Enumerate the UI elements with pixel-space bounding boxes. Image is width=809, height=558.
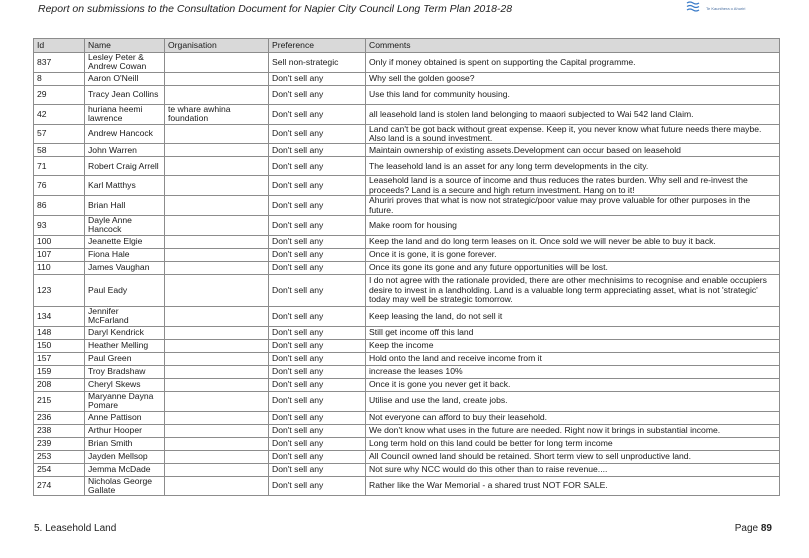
cell-organisation: [165, 365, 269, 378]
cell-comment: Maintain ownership of existing assets.Development can occur based on leasehold: [366, 144, 780, 157]
cell-name: Jemma McDade: [85, 463, 165, 476]
cell-name: Dayle Anne Hancock: [85, 216, 165, 236]
cell-id: 57: [34, 124, 85, 144]
cell-comment: Rather like the War Memorial - a shared trust NOT FOR SALE.: [366, 476, 780, 496]
cell-organisation: [165, 476, 269, 496]
cell-preference: Sell non-strategic: [269, 53, 366, 73]
cell-id: 58: [34, 144, 85, 157]
table-row: [34, 72, 780, 85]
cell-comment: Once its gone its gone and any future opportunities will be lost.: [366, 261, 780, 274]
cell-id: 93: [34, 216, 85, 236]
cell-organisation: [165, 53, 269, 73]
cell-name: Paul Eady: [85, 274, 165, 306]
cell-id: 148: [34, 326, 85, 339]
table-row: [34, 326, 780, 339]
cell-name: huriana heemi lawrence: [85, 104, 165, 124]
cell-preference: Don't sell any: [269, 196, 366, 216]
cell-name: Brian Smith: [85, 437, 165, 450]
cell-organisation: [165, 306, 269, 326]
cell-name: Nicholas George Gallate: [85, 476, 165, 496]
cell-id: 110: [34, 261, 85, 274]
cell-preference: Don't sell any: [269, 463, 366, 476]
table-row: [34, 424, 780, 437]
cell-id: 123: [34, 274, 85, 306]
cell-organisation: [165, 450, 269, 463]
cell-name: Maryanne Dayna Pomare: [85, 391, 165, 411]
cell-comment: all leasehold land is stolen land belonging to maaori subjected to Wai 542 land Claim.: [366, 104, 780, 124]
cell-id: 71: [34, 157, 85, 176]
cell-name: Heather Melling: [85, 339, 165, 352]
cell-organisation: [165, 352, 269, 365]
table-body: [34, 53, 780, 496]
cell-comment: Only if money obtained is spent on supporting the Capital programme.: [366, 53, 780, 73]
cell-id: 159: [34, 365, 85, 378]
cell-organisation: [165, 274, 269, 306]
cell-organisation: [165, 391, 269, 411]
cell-name: John Warren: [85, 144, 165, 157]
table-row: [34, 85, 780, 104]
cell-preference: Don't sell any: [269, 391, 366, 411]
page-label: Page: [734, 523, 759, 534]
table-row: [34, 476, 780, 496]
table-row: [34, 378, 780, 391]
report-title: Report on submissions to the Consultation Document for Napier City Council Long Term Plan 2018-28: [38, 3, 513, 15]
cell-id: 107: [34, 248, 85, 261]
cell-name: Anne Pattison: [85, 411, 165, 424]
table-row: [34, 144, 780, 157]
cell-name: Cheryl Skews: [85, 378, 165, 391]
cell-organisation: [165, 85, 269, 104]
cell-name: Fiona Hale: [85, 248, 165, 261]
table-row: [34, 124, 780, 144]
cell-comment: Not everyone can afford to buy their leasehold.: [366, 411, 780, 424]
table-row: [34, 176, 780, 196]
table-row: [34, 53, 780, 73]
cell-organisation: [165, 176, 269, 196]
page-number: 89: [760, 523, 772, 534]
cell-name: Tracy Jean Collins: [85, 85, 165, 104]
table-row: [34, 274, 780, 306]
cell-name: Robert Craig Arrell: [85, 157, 165, 176]
cell-preference: Don't sell any: [269, 352, 366, 365]
waves-icon: [686, 0, 702, 12]
cell-name: Lesley Peter & Andrew Cowan: [85, 53, 165, 73]
cell-preference: Don't sell any: [269, 306, 366, 326]
cell-preference: Don't sell any: [269, 450, 366, 463]
cell-organisation: te whare awhina foundation: [165, 104, 269, 124]
cell-organisation: [165, 157, 269, 176]
cell-name: Brian Hall: [85, 196, 165, 216]
cell-id: 236: [34, 411, 85, 424]
cell-id: 238: [34, 424, 85, 437]
cell-id: 239: [34, 437, 85, 450]
cell-id: 150: [34, 339, 85, 352]
cell-id: 215: [34, 391, 85, 411]
cell-comment: I do not agree with the rationale provided, there are other mechnisims to recognise and enable occupiers desire to invest in a landholding. Land is a valuable long term appreciating asset, what is not 'strategic' today may well be strategic tomorrow.: [366, 274, 780, 306]
cell-id: 837: [34, 53, 85, 73]
cell-preference: Don't sell any: [269, 326, 366, 339]
cell-preference: Don't sell any: [269, 437, 366, 450]
cell-preference: Don't sell any: [269, 216, 366, 236]
cell-comment: Once it is gone you never get it back.: [366, 378, 780, 391]
cell-preference: Don't sell any: [269, 365, 366, 378]
cell-comment: Land can't be got back without great expense. Keep it, you never know what future needs there maybe. Also land is a sound investment.: [366, 124, 780, 144]
cell-preference: Don't sell any: [269, 144, 366, 157]
table-row: [34, 365, 780, 378]
cell-id: 208: [34, 378, 85, 391]
cell-comment: Not sure why NCC would do this other than to raise revenue....: [366, 463, 780, 476]
cell-id: 42: [34, 104, 85, 124]
cell-comment: Why sell the golden goose?: [366, 72, 780, 85]
cell-preference: Don't sell any: [269, 176, 366, 196]
column-header-comments: Comments: [366, 39, 780, 53]
cell-organisation: [165, 216, 269, 236]
cell-id: 100: [34, 235, 85, 248]
cell-comment: Utilise and use the land, create jobs.: [366, 391, 780, 411]
footer-section: 5. Leasehold Land: [34, 523, 117, 534]
cell-organisation: [165, 463, 269, 476]
footer-page: [735, 523, 772, 534]
cell-id: 29: [34, 85, 85, 104]
cell-preference: Don't sell any: [269, 411, 366, 424]
cell-name: James Vaughan: [85, 261, 165, 274]
cell-preference: Don't sell any: [269, 261, 366, 274]
cell-organisation: [165, 196, 269, 216]
cell-name: Jeanette Elgie: [85, 235, 165, 248]
cell-comment: Once it is gone, it is gone forever.: [366, 248, 780, 261]
cell-comment: We don't know what uses in the future are needed. Right now it brings in substantial income.: [366, 424, 780, 437]
cell-organisation: [165, 326, 269, 339]
cell-name: Jayden Mellsop: [85, 450, 165, 463]
table-row: [34, 104, 780, 124]
cell-comment: Still get income off this land: [366, 326, 780, 339]
cell-comment: Keep the land and do long term leases on it. Once sold we will never be able to buy it back.: [366, 235, 780, 248]
cell-organisation: [165, 124, 269, 144]
cell-comment: Leasehold land is a source of income and thus reduces the rates burden. Why sell and re-invest the proceeds? Land is a secure and high return investment. Hang on to it!: [366, 176, 780, 196]
table-row: [34, 261, 780, 274]
table-row: [34, 450, 780, 463]
cell-preference: Don't sell any: [269, 72, 366, 85]
table-row: [34, 411, 780, 424]
cell-preference: Don't sell any: [269, 476, 366, 496]
cell-name: Paul Green: [85, 352, 165, 365]
cell-comment: Ahuriri proves that what is now not strategic/poor value may prove valuable for other purposes in the future.: [366, 196, 780, 216]
cell-comment: The leasehold land is an asset for any long term developments in the city.: [366, 157, 780, 176]
table-row: [34, 391, 780, 411]
cell-organisation: [165, 261, 269, 274]
cell-name: Aaron O'Neill: [85, 72, 165, 85]
table-row: [34, 216, 780, 236]
cell-organisation: [165, 248, 269, 261]
cell-id: 157: [34, 352, 85, 365]
cell-organisation: [165, 411, 269, 424]
column-header-name: Name: [85, 39, 165, 53]
table-row: [34, 157, 780, 176]
cell-comment: increase the leases 10%: [366, 365, 780, 378]
cell-id: 253: [34, 450, 85, 463]
cell-id: 254: [34, 463, 85, 476]
cell-preference: Don't sell any: [269, 235, 366, 248]
cell-id: 86: [34, 196, 85, 216]
column-header-preference: Preference: [269, 39, 366, 53]
column-header-id: Id: [34, 39, 85, 53]
cell-preference: Don't sell any: [269, 157, 366, 176]
cell-name: Andrew Hancock: [85, 124, 165, 144]
table-row: [34, 339, 780, 352]
cell-name: Jennifer McFarland: [85, 306, 165, 326]
cell-id: 134: [34, 306, 85, 326]
cell-organisation: [165, 72, 269, 85]
column-header-organisation: Organisation: [165, 39, 269, 53]
cell-comment: Hold onto the land and receive income from it: [366, 352, 780, 365]
cell-comment: Make room for housing: [366, 216, 780, 236]
cell-id: 8: [34, 72, 85, 85]
council-logo: [686, 0, 756, 14]
table-header-row: [34, 39, 780, 53]
cell-name: Daryl Kendrick: [85, 326, 165, 339]
cell-preference: Don't sell any: [269, 124, 366, 144]
cell-organisation: [165, 437, 269, 450]
cell-preference: Don't sell any: [269, 424, 366, 437]
cell-preference: Don't sell any: [269, 104, 366, 124]
cell-name: Karl Matthys: [85, 176, 165, 196]
table-row: [34, 306, 780, 326]
cell-name: Arthur Hooper: [85, 424, 165, 437]
cell-preference: Don't sell any: [269, 85, 366, 104]
cell-organisation: [165, 235, 269, 248]
cell-organisation: [165, 424, 269, 437]
cell-comment: Use this land for community housing.: [366, 85, 780, 104]
table-row: [34, 248, 780, 261]
cell-name: Troy Bradshaw: [85, 365, 165, 378]
table-row: [34, 437, 780, 450]
cell-comment: Keep leasing the land, do not sell it: [366, 306, 780, 326]
cell-preference: Don't sell any: [269, 248, 366, 261]
cell-preference: Don't sell any: [269, 378, 366, 391]
table-row: [34, 463, 780, 476]
cell-organisation: [165, 144, 269, 157]
cell-comment: Keep the income: [366, 339, 780, 352]
cell-id: 76: [34, 176, 85, 196]
table-row: [34, 196, 780, 216]
cell-organisation: [165, 378, 269, 391]
cell-organisation: [165, 339, 269, 352]
table-row: [34, 352, 780, 365]
cell-preference: Don't sell any: [269, 339, 366, 352]
table-row: [34, 235, 780, 248]
logo-text: Te Kaunihera o Ahuriri: [706, 6, 746, 11]
cell-preference: Don't sell any: [269, 274, 366, 306]
cell-comment: All Council owned land should be retained. Short term view to sell unproductive land.: [366, 450, 780, 463]
cell-id: 274: [34, 476, 85, 496]
cell-comment: Long term hold on this land could be better for long term income: [366, 437, 780, 450]
submissions-table: [33, 38, 780, 496]
